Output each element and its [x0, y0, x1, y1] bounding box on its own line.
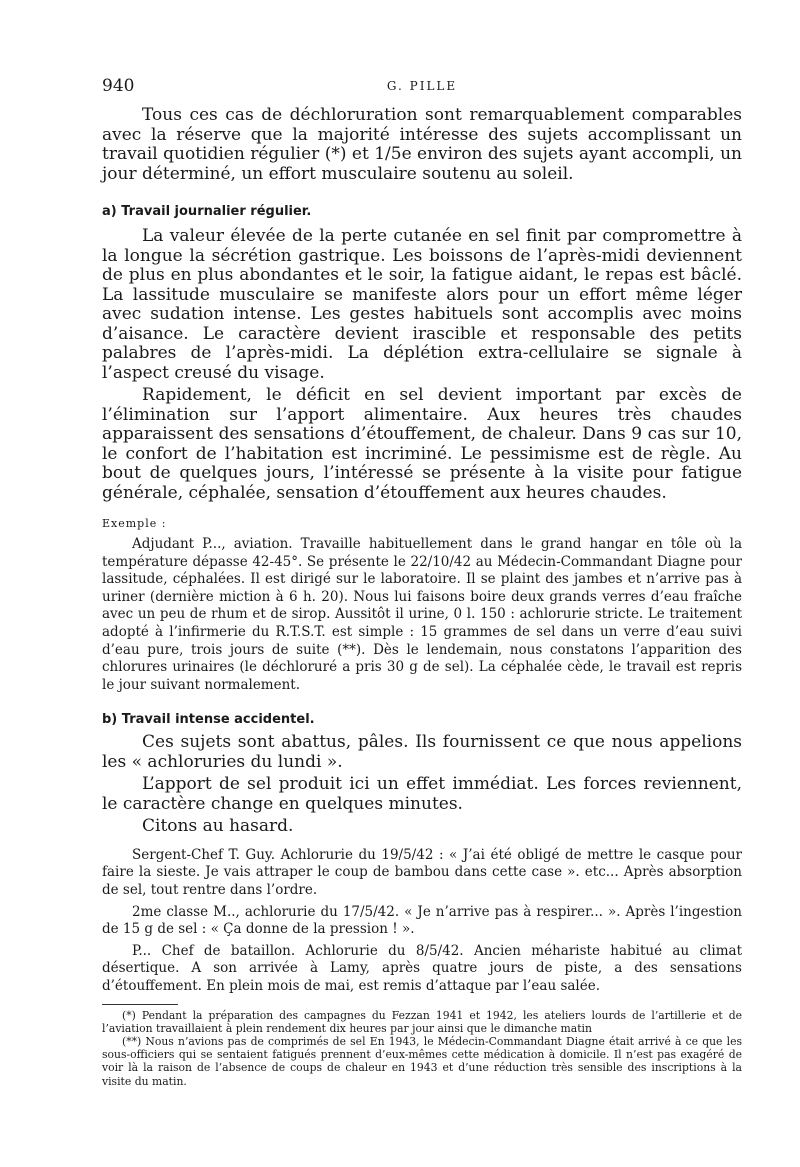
- section-a-paragraph-2: Rapidement, le déficit en sel devient important par excès de l’élimination sur l’apport alimentaire. Aux heures très chaudes apparaissent des sensations d’étouffement, de chaleur. Dans 9 cas sur 10, le confort de l’habitation est incriminé. Le pessimisme est de règle. Au bout de quelques jours, l’intéressé se présente à la visite pour fatigue générale, céphalée, sensation d’étouffement aux heures chaudes.: [102, 385, 742, 503]
- intro-paragraph: Tous ces cas de déchloruration sont remarquablement comparables avec la réserve que la majorité intéresse des sujets accomplissant un travail quotidien régulier (*) et 1/5e environ des sujets ayant accompli, un jour déterminé, un effort musculaire soutenu au soleil.: [102, 105, 742, 184]
- section-b-paragraph-3: Citons au hasard.: [142, 816, 294, 837]
- footnote-2: (**) Nous n’avions pas de comprimés de sel En 1943, le Médecin-Commandant Diagne était arrivé à ce que les sous-officiers qui se sentaient fatigués prennent d’eux-mêmes cette médication à domicile. Il n’est pas exagéré de voir là la raison de l’absence de coups de chaleur en 1943 et d’une réduction très sensible des inscriptions à la visite du matin.: [102, 1035, 742, 1088]
- section-a-paragraph-1: La valeur élevée de la perte cutanée en sel finit par compromettre à la longue la sécrétion gastrique. Les boissons de l’après-midi deviennent de plus en plus abondantes et le soir, la fatigue aidant, le repas est bâclé. La lassitude musculaire se manifeste alors pour un effort même léger avec sudation intense. Les gestes habituels sont accomplis avec moins d’aisance. Le caractère devient irascible et responsable des petits palabres de l’après-midi. La déplétion extra-cellulaire se signale à l’aspect creusé du visage.: [102, 226, 742, 383]
- section-b-paragraph-1: Ces sujets sont abattus, pâles. Ils fournissent ce que nous appelions les « achloruries du lundi ».: [102, 732, 742, 772]
- example-label: Exemple :: [102, 517, 167, 530]
- case-2: 2me classe M.., achlorurie du 17/5/42. « Je n’arrive pas à respirer... ». Après l’ingestion de 15 g de sel : « Ça donne de la pression ! ».: [102, 903, 742, 938]
- footnote-divider: [102, 1004, 178, 1005]
- example-text: Adjudant P..., aviation. Travaille habituellement dans le grand hangar en tôle où la température dépasse 42-45°. Se présente le 22/10/42 au Médecin-Commandant Diagne pour lassitude, céphalées. Il est dirigé sur le laboratoire. Il se plaint des jambes et n’arrive pas à uriner (dernière miction à 6 h. 20). Nous lui faisons boire deux grands verres d’eau fraîche avec un peu de rhum et de sirop. Aussitôt il urine, 0 l. 150 : achlorurie stricte. Le traitement adopté à l’infirmerie du R.T.S.T. est simple : 15 grammes de sel dans un verre d’eau suivi d’eau pure, trois jours de suite (**). Dès le lendemain, nous constatons l’apparition des chlorures urinaires (le déchloruré a pris 30 g de sel). La céphalée cède, le travail est repris le jour suivant normalement.: [102, 536, 742, 693]
- page-number: 940: [102, 76, 135, 96]
- section-a-heading: a) Travail journalier régulier.: [102, 204, 312, 219]
- case-1: Sergent-Chef T. Guy. Achlorurie du 19/5/42 : « J’ai été obligé de mettre le casque pour faire la sieste. Je vais attraper le coup de bambou dans cette case ». etc... Après absorption de sel, tout rentre dans l’ordre.: [102, 846, 742, 899]
- running-head-author: G. PILLE: [386, 79, 458, 93]
- document-page: [102, 76, 742, 1088]
- footnote-1: (*) Pendant la préparation des campagnes du Fezzan 1941 et 1942, les ateliers lourds de l’artillerie et de l’aviation travaillaient à plein rendement dix heures par jour ainsi que le dimanche matin: [102, 1008, 742, 1035]
- section-b-heading: b) Travail intense accidentel.: [102, 712, 315, 728]
- case-3: P... Chef de bataillon. Achlorurie du 8/5/42. Ancien méhariste habitué au climat désertique. A son arrivée à Lamy, après quatre jours de piste, a des sensations d’étouffement. En plein mois de mai, est remis d’attaque par l’eau salée.: [102, 942, 742, 994]
- page-header: [102, 76, 742, 106]
- section-b-paragraph-2: L’apport de sel produit ici un effet immédiat. Les forces reviennent, le caractère change en quelques minutes.: [102, 774, 742, 814]
